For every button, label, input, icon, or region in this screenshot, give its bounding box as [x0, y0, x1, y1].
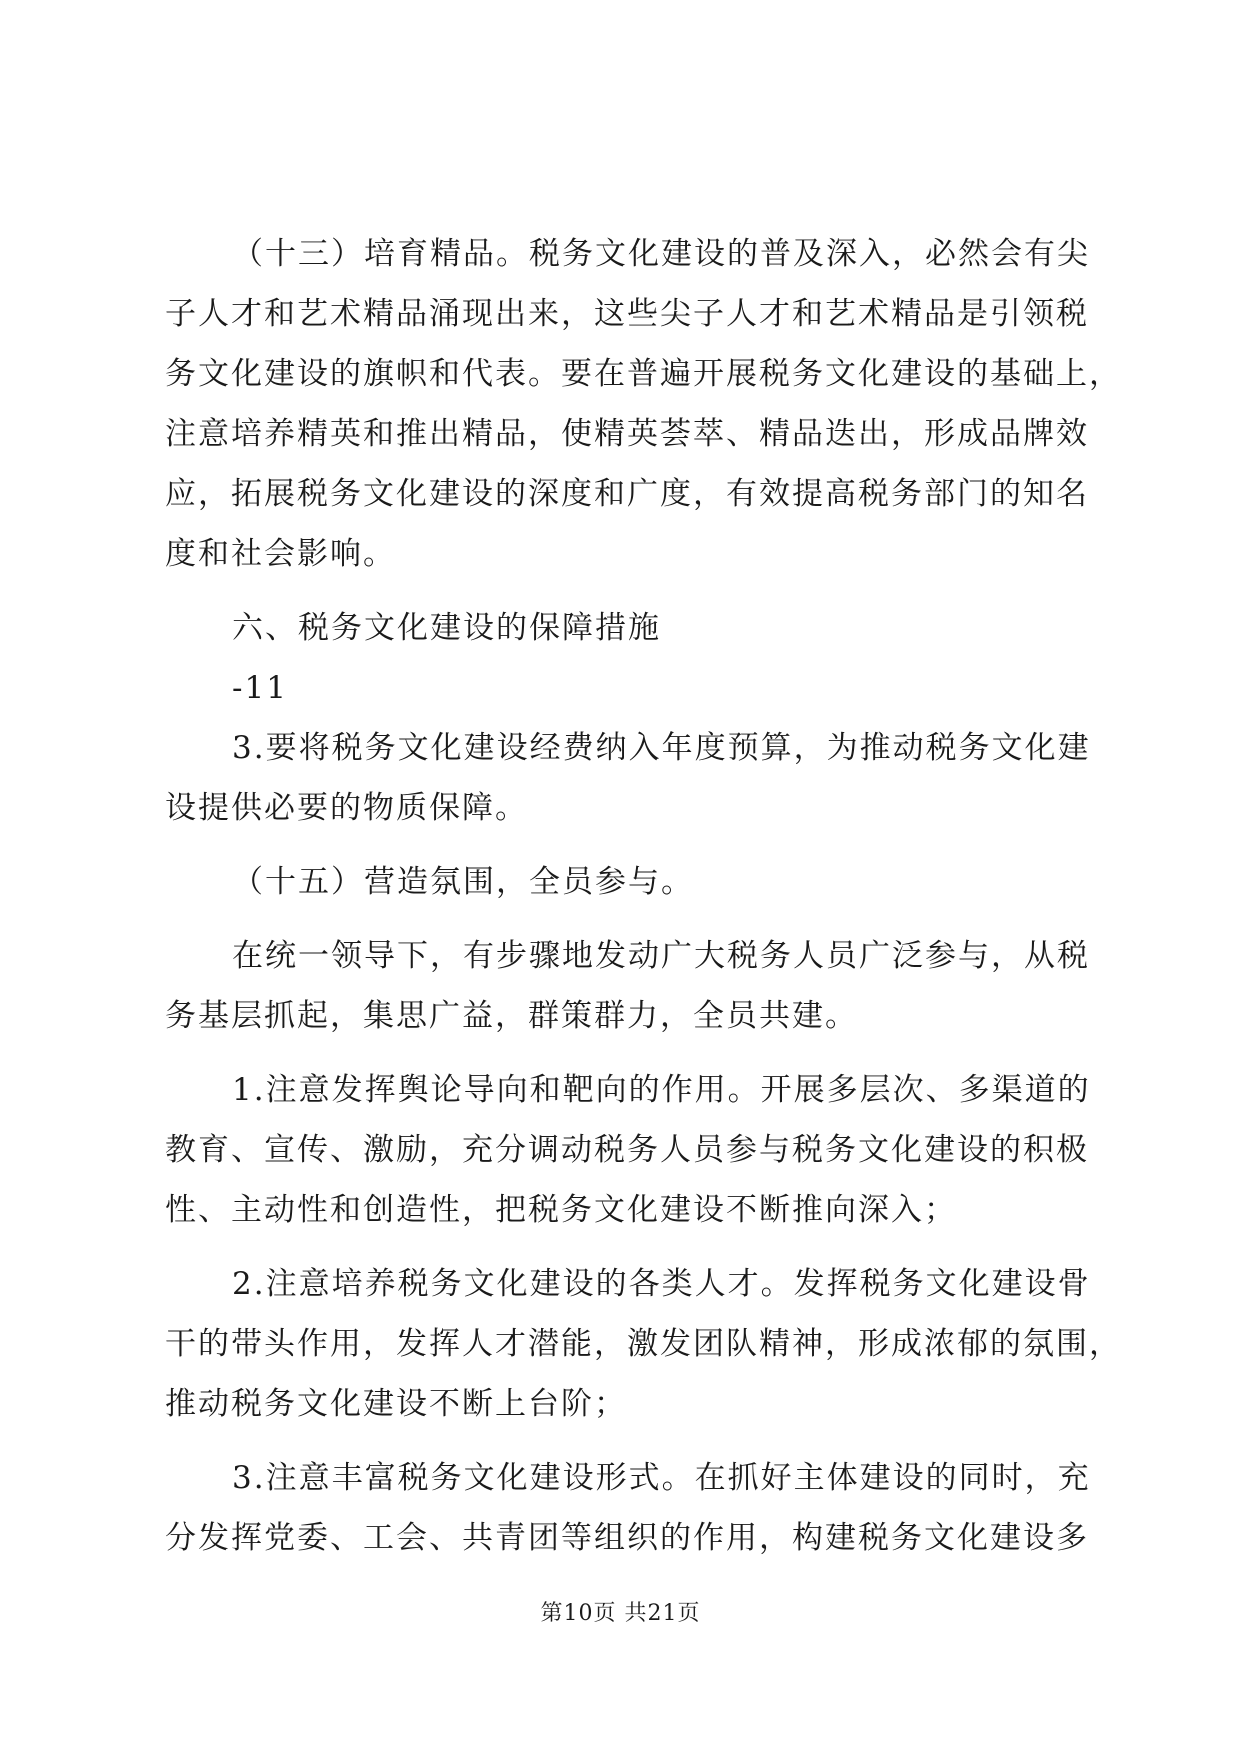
text-line: 推动税务文化建设不断上台阶； [165, 1386, 627, 1422]
text-line: 性、主动性和创造性，把税务文化建设不断推向深入； [165, 1192, 957, 1228]
text-line: 务文化建设的旗帜和代表。要在普遍开展税务文化建设的基础上， [165, 356, 1122, 392]
text-line: （十三）培育精品。税务文化建设的普及深入，必然会有尖 [232, 236, 1090, 272]
text-line: 在统一领导下，有步骤地发动广大税务人员广泛参与，从税 [232, 938, 1090, 974]
text-line: 3.要将税务文化建设经费纳入年度预算，为推动税务文化建 [232, 730, 1091, 766]
text-line: 应，拓展税务文化建设的深度和广度，有效提高税务部门的知名 [165, 476, 1089, 512]
text-line: 务基层抓起，集思广益，群策群力，全员共建。 [165, 998, 858, 1034]
text-line: 3.注意丰富税务文化建设形式。在抓好主体建设的同时，充 [232, 1460, 1091, 1496]
text-line: 1.注意发挥舆论导向和靶向的作用。开展多层次、多渠道的 [232, 1072, 1091, 1108]
text-line: 子人才和艺术精品涌现出来，这些尖子人才和艺术精品是引领税 [165, 296, 1089, 332]
text-line: （十五）营造氛围，全员参与。 [232, 864, 694, 900]
text-line: 分发挥党委、工会、共青团等组织的作用，构建税务文化建设多 [165, 1520, 1089, 1556]
text-line: 干的带头作用，发挥人才潜能，激发团队精神，形成浓郁的氛围， [165, 1326, 1122, 1362]
text-line: 2.注意培养税务文化建设的各类人才。发挥税务文化建设骨 [232, 1266, 1091, 1302]
page-footer: 第10页 共21页 [540, 1601, 701, 1626]
section-heading: 六、税务文化建设的保障措施 [232, 610, 661, 646]
text-line: -11 [232, 670, 288, 706]
text-line: 设提供必要的物质保障。 [165, 790, 528, 826]
text-line: 度和社会影响。 [165, 536, 396, 572]
text-line: 注意培养精英和推出精品，使精英荟萃、精品迭出，形成品牌效 [165, 416, 1089, 452]
text-line: 教育、宣传、激励，充分调动税务人员参与税务文化建设的积极 [165, 1132, 1089, 1168]
